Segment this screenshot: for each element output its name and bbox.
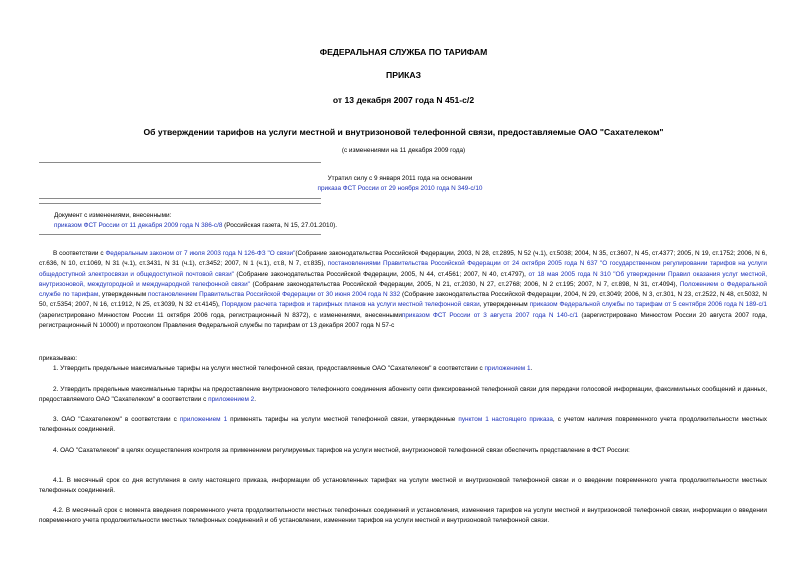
appendix-1-link[interactable]: приложением 1 [484, 365, 531, 372]
government-decree-310-link[interactable]: от 18 мая 2005 года N 310 "Об утверждении Правил оказания услуг местной, внутризоновой, междугородной и международной телефонной связи" [39, 270, 768, 288]
lost-force-link[interactable]: приказа ФСТ России от 29 ноября 2010 года N 349-с/10 [317, 185, 483, 192]
preamble-text: (Собрание законодательства Российской Федерации, 2005, N 44, ст.4561; 2007, N 40, ст.4797), [233, 270, 529, 278]
clause-text: 2. Утвердить предельные максимальные тарифы на предоставление внутризонового телефонного соединения абоненту сети фиксированной телефонной связи для передачи голосовой информации, факсимильных сообщений и данных, предоставляемого ОАО "Сахателеком" в соответствии с [39, 386, 767, 404]
document-changes-label: Документ с изменениями, внесенными: [54, 212, 172, 219]
clause-text: , с учетом наличия повременного учета продолжительности местных телефонных соединений. [39, 416, 768, 434]
clause-4-1 [39, 476, 767, 497]
clause-text: 4.1. В месячный срок со дня вступления в силу настоящего приказа, информации об установленных тарифах на услуги местной и внутризоновой телефонной связи и о введении повременного учета продолжительности местных телефонных соединений. [39, 477, 767, 495]
separator-line [39, 234, 321, 235]
clause-text: . [530, 365, 533, 372]
separator-line [39, 203, 321, 204]
tariff-calculation-procedure-link[interactable]: Порядком расчета тарифов и тарифных планов на услуги местной телефонной связи [221, 301, 480, 309]
preamble-text: (Собрание законодательства Российской Федерации, 2005, N 21, ст.2030, N 27, ст.2768; 2006, N 2 ст.195; 2007, N 7, ст.898, N 31, ст.4094), [249, 280, 680, 288]
government-decree-637-link[interactable]: постановлениями Правительства Российской Федерации от 24 октября 2005 года N 637 "О государственном регулировании тарифов на услуги общедоступной электросвязи и общедоступной почтовой связи" [39, 260, 768, 278]
preamble-text: , утвержденным [479, 301, 530, 309]
fst-order-189-link[interactable]: приказом Федеральной службы по тарифам от 5 сентября 2006 года N 189-с/1 [529, 301, 767, 309]
fst-order-140-link[interactable]: приказом ФСТ России от 3 августа 2007 года N 140-с/1 [401, 311, 579, 319]
preamble-text: (Собрание законодательства Российской Федерации, 2004, N 29, ст.3049; 2006, N 3, ст.301, N 23, ст.2522, N 48, ст.5032, N 50, ст.5354; 2007, N 16, ст.1912, N 25, ст.3039, N 32 ст.4145), [39, 291, 768, 309]
preamble-text: (зарегистрировано Минюстом России 20 августа 2007 года, регистрационный N 10000) и протоколом Правления Федеральной службы по тарифам от 13 декабря 2007 года N 57-с [39, 311, 768, 330]
preamble-text: В соответствии с [53, 250, 106, 257]
clause-2 [39, 385, 767, 406]
clause-4-2 [39, 506, 767, 527]
clause-3 [39, 415, 767, 436]
appendix-1-link[interactable]: приложением 1 [179, 416, 228, 423]
document-title: Об утверждении тарифов на услуги местной и внутризоновой телефонной связи, предоставляемые ОАО "Сахателеком" [143, 127, 664, 137]
separator-line [39, 162, 321, 163]
changes-note: (с изменениями на 11 декабря 2009 года) [341, 147, 466, 154]
government-decree-332-link[interactable]: постановлением Правительства Российской Федерации от 30 июня 2004 года N 332 [148, 291, 401, 299]
amending-order-source: (Российская газета, N 15, 27.01.2010). [222, 222, 338, 229]
lost-force-notice [300, 174, 500, 194]
amending-order-link[interactable]: приказом ФСТ России от 11 декабря 2009 года N 386-с/8 [54, 222, 223, 229]
clause-text: применять тарифы на услуги местной телефонной связи, утвержденные [227, 416, 459, 423]
clause-text: 3. ОАО "Сахателеком" в соответствии с [53, 416, 180, 423]
document-date-number: от 13 декабря 2007 года N 451-с/2 [332, 95, 475, 105]
clause-4 [39, 446, 767, 456]
separator-line [39, 198, 321, 199]
appendix-2-link[interactable]: приложением 2 [208, 396, 255, 404]
clause-text: . [254, 396, 256, 404]
preamble-paragraph [39, 249, 767, 331]
federal-law-link[interactable]: Федеральным законом от 7 июля 2003 года N 126-ФЗ "О связи" [105, 250, 296, 257]
document-changes-block [54, 211, 774, 231]
clause-text: 4.2. В месячный срок с момента введения повременного учета продолжительности местных телефонных соединений и установления, изменения тарифов на услуги местной и внутризоновой телефонной связи, информации о введении повременного учета продолжительности местных телефонных соединений и об установлении, изменении тарифов на услуги местной и внутризоновой телефонной связи. [39, 507, 767, 525]
preamble-text: (зарегистрировано Минюстом России 11 октября 2006 года, регистрационный N 8372), с изменениями, внесенными [39, 311, 402, 319]
preamble-text: (Собрание законодательства Российской Федерации, 2003, N 28, ст.2895, N 52 (ч.1), ст.5038; 2004, N 35, ст.3607, N 45, ст.4377; 2005, N 19, ст.1752; 2006, N 6, ст.636, N 10, ст.1069, N 31 (ч.1), ст.3431, N 31 (ч.1), ст.3452; 2007, N 1 (ч.1), ст.8, N 7, ст.835), [39, 250, 767, 268]
document-type-heading: ПРИКАЗ [386, 70, 421, 80]
clause-1 [39, 364, 767, 374]
order-verb: приказываю: [39, 355, 77, 362]
clause-text: 1. Утвердить предельные максимальные тарифы на услуги местной телефонной связи, предоставляемые ОАО "Сахателеком" в соответствии с [53, 365, 485, 372]
clause-1-link[interactable]: пунктом 1 настоящего приказа [458, 416, 553, 423]
agency-heading: ФЕДЕРАЛЬНАЯ СЛУЖБА ПО ТАРИФАМ [319, 47, 488, 57]
clause-text: 4. ОАО "Сахателеком" в целях осуществления контроля за применением регулируемых тарифов на услуги местной, внутризоновой телефонной связи обеспечить представление в ФСТ России: [53, 447, 630, 454]
lost-force-text: Утратил силу с 9 января 2011 года на основании [327, 175, 473, 182]
preamble-text: , утвержденным [98, 291, 148, 299]
fst-regulation-link[interactable]: Положением о Федеральной службе по тарифам [39, 280, 767, 299]
